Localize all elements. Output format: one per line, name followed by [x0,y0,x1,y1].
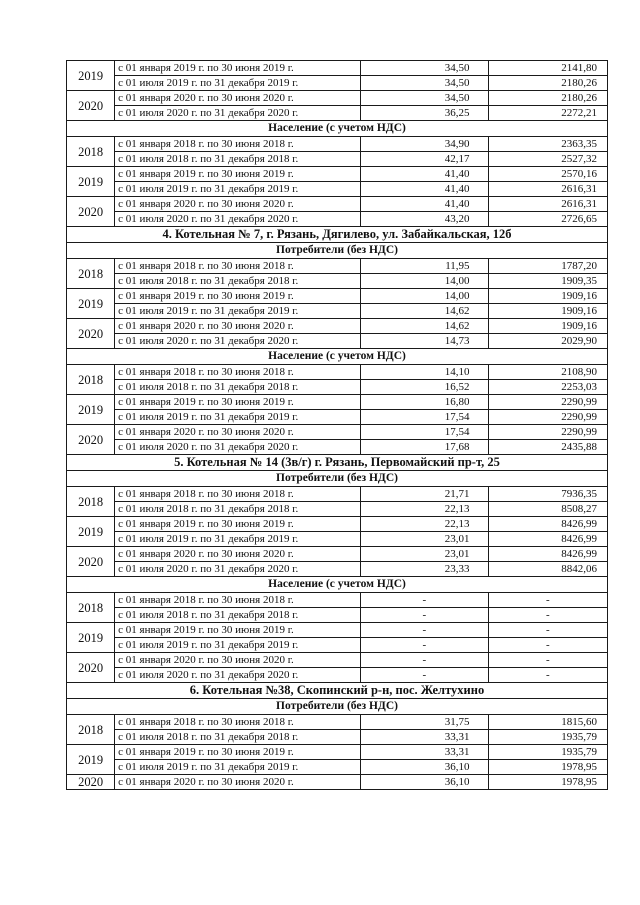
tariff-price-cell: 1935,79 [488,745,607,760]
table-row [67,91,608,106]
table-row [67,608,608,623]
period-cell: с 01 июля 2019 г. по 31 декабря 2019 г. [115,532,361,547]
table-row [67,502,608,517]
period-cell: с 01 января 2018 г. по 30 июня 2018 г. [115,365,361,380]
period-cell: с 01 января 2020 г. по 30 июня 2020 г. [115,547,361,562]
year-cell: 2019 [67,517,115,547]
subsection-header: Население (с учетом НДС) [67,349,608,365]
tariff-value-cell: 34,50 [361,91,488,106]
table-row [67,593,608,608]
tariff-value-cell: 14,00 [361,289,488,304]
period-cell: с 01 июля 2019 г. по 31 декабря 2019 г. [115,76,361,91]
tariff-value-cell: 34,50 [361,76,488,91]
tariff-value-cell: - [361,593,488,608]
subsection-header-row [67,121,608,137]
tariff-value-cell: 21,71 [361,487,488,502]
table-row [67,106,608,121]
tariff-value-cell: 33,31 [361,745,488,760]
period-cell: с 01 января 2019 г. по 30 июня 2019 г. [115,167,361,182]
table-row [67,623,608,638]
subsection-header: Население (с учетом НДС) [67,121,608,137]
tariff-table-page [66,60,608,790]
section-title-row [67,227,608,243]
tariff-value-cell: 23,01 [361,532,488,547]
tariff-price-cell: - [488,623,607,638]
period-cell: с 01 июля 2020 г. по 31 декабря 2020 г. [115,106,361,121]
year-cell: 2020 [67,775,115,790]
period-cell: с 01 июля 2018 г. по 31 декабря 2018 г. [115,730,361,745]
tariff-price-cell: 2570,16 [488,167,607,182]
tariff-price-cell: 8426,99 [488,532,607,547]
tariff-value-cell: - [361,638,488,653]
period-cell: с 01 июля 2018 г. по 31 декабря 2018 г. [115,502,361,517]
tariff-price-cell: 2726,65 [488,212,607,227]
tariff-value-cell: 22,13 [361,517,488,532]
tariff-price-cell: 1935,79 [488,730,607,745]
table-row [67,730,608,745]
table-row [67,532,608,547]
table-row [67,197,608,212]
tariff-value-cell: 17,54 [361,425,488,440]
tariff-price-cell: 8842,06 [488,562,607,577]
table-row [67,137,608,152]
year-cell: 2018 [67,137,115,167]
table-row [67,547,608,562]
table-row [67,745,608,760]
tariff-value-cell: 14,10 [361,365,488,380]
table-row [67,562,608,577]
period-cell: с 01 января 2020 г. по 30 июня 2020 г. [115,319,361,334]
table-row [67,653,608,668]
tariff-value-cell: 34,50 [361,61,488,76]
period-cell: с 01 июля 2018 г. по 31 декабря 2018 г. [115,380,361,395]
period-cell: с 01 января 2020 г. по 30 июня 2020 г. [115,197,361,212]
table-row [67,61,608,76]
year-cell: 2020 [67,91,115,121]
tariff-price-cell: 2290,99 [488,395,607,410]
subsection-header-row [67,349,608,365]
tariff-price-cell: 1978,95 [488,760,607,775]
period-cell: с 01 января 2020 г. по 30 июня 2020 г. [115,653,361,668]
year-cell: 2019 [67,167,115,197]
table-row [67,152,608,167]
table-row [67,380,608,395]
table-row [67,212,608,227]
tariff-value-cell: 36,10 [361,775,488,790]
tariff-value-cell: 33,31 [361,730,488,745]
table-row [67,487,608,502]
tariff-price-cell: 2363,35 [488,137,607,152]
tariff-value-cell: 16,80 [361,395,488,410]
section-title: 6. Котельная №38, Скопинский р-н, пос. Желтухино [67,683,608,699]
tariff-price-cell: 2029,90 [488,334,607,349]
tariff-price-cell: 2435,88 [488,440,607,455]
tariff-table [66,60,608,790]
table-row [67,440,608,455]
tariff-value-cell: 34,90 [361,137,488,152]
tariff-value-cell: 22,13 [361,502,488,517]
year-cell: 2019 [67,395,115,425]
period-cell: с 01 июля 2020 г. по 31 декабря 2020 г. [115,440,361,455]
tariff-price-cell: 2527,32 [488,152,607,167]
period-cell: с 01 января 2020 г. по 30 июня 2020 г. [115,91,361,106]
period-cell: с 01 июля 2018 г. по 31 декабря 2018 г. [115,274,361,289]
table-row [67,517,608,532]
tariff-value-cell: 36,25 [361,106,488,121]
year-cell: 2019 [67,289,115,319]
year-cell: 2020 [67,653,115,683]
table-row [67,775,608,790]
subsection-header-row [67,577,608,593]
tariff-value-cell: - [361,668,488,683]
section-title: 4. Котельная № 7, г. Рязань, Дягилево, ул. Забайкальская, 12б [67,227,608,243]
section-title-row [67,683,608,699]
table-row [67,410,608,425]
tariff-price-cell: 1815,60 [488,715,607,730]
table-row [67,638,608,653]
subsection-header-row [67,699,608,715]
subsection-header-row [67,471,608,487]
subsection-header: Потребители (без НДС) [67,243,608,259]
tariff-value-cell: 23,33 [361,562,488,577]
subsection-header: Потребители (без НДС) [67,471,608,487]
tariff-price-cell: 2141,80 [488,61,607,76]
table-row [67,715,608,730]
tariff-price-cell: 2290,99 [488,410,607,425]
tariff-value-cell: 41,40 [361,197,488,212]
tariff-value-cell: 14,62 [361,319,488,334]
tariff-value-cell: - [361,608,488,623]
table-row [67,76,608,91]
period-cell: с 01 июля 2020 г. по 31 декабря 2020 г. [115,212,361,227]
subsection-header-row [67,243,608,259]
period-cell: с 01 января 2020 г. по 30 июня 2020 г. [115,775,361,790]
period-cell: с 01 июля 2020 г. по 31 декабря 2020 г. [115,334,361,349]
tariff-value-cell: 11,95 [361,259,488,274]
table-row [67,304,608,319]
tariff-value-cell: 17,68 [361,440,488,455]
tariff-price-cell: 2108,90 [488,365,607,380]
period-cell: с 01 января 2018 г. по 30 июня 2018 г. [115,487,361,502]
tariff-price-cell: - [488,593,607,608]
tariff-value-cell: 14,00 [361,274,488,289]
tariff-price-cell: 1978,95 [488,775,607,790]
year-cell: 2019 [67,61,115,91]
period-cell: с 01 января 2019 г. по 30 июня 2019 г. [115,395,361,410]
tariff-price-cell: 8426,99 [488,547,607,562]
subsection-header: Население (с учетом НДС) [67,577,608,593]
tariff-value-cell: 23,01 [361,547,488,562]
tariff-value-cell: 16,52 [361,380,488,395]
tariff-price-cell: 1787,20 [488,259,607,274]
tariff-price-cell: 2290,99 [488,425,607,440]
period-cell: с 01 июля 2018 г. по 31 декабря 2018 г. [115,152,361,167]
tariff-price-cell: - [488,638,607,653]
year-cell: 2020 [67,197,115,227]
tariff-value-cell: 14,73 [361,334,488,349]
tariff-price-cell: 2253,03 [488,380,607,395]
table-row [67,182,608,197]
period-cell: с 01 июля 2019 г. по 31 декабря 2019 г. [115,182,361,197]
period-cell: с 01 января 2019 г. по 30 июня 2019 г. [115,745,361,760]
table-row [67,395,608,410]
table-row [67,274,608,289]
tariff-value-cell: 41,40 [361,182,488,197]
tariff-price-cell: 8508,27 [488,502,607,517]
tariff-price-cell: 1909,16 [488,319,607,334]
period-cell: с 01 января 2019 г. по 30 июня 2019 г. [115,623,361,638]
table-row [67,319,608,334]
year-cell: 2018 [67,715,115,745]
year-cell: 2020 [67,425,115,455]
year-cell: 2018 [67,259,115,289]
period-cell: с 01 января 2020 г. по 30 июня 2020 г. [115,425,361,440]
period-cell: с 01 июля 2020 г. по 31 декабря 2020 г. [115,562,361,577]
table-row [67,259,608,274]
table-row [67,365,608,380]
table-row [67,425,608,440]
year-cell: 2019 [67,623,115,653]
year-cell: 2020 [67,319,115,349]
tariff-value-cell: 42,17 [361,152,488,167]
period-cell: с 01 января 2019 г. по 30 июня 2019 г. [115,61,361,76]
tariff-value-cell: 43,20 [361,212,488,227]
tariff-value-cell: 41,40 [361,167,488,182]
period-cell: с 01 июля 2019 г. по 31 декабря 2019 г. [115,760,361,775]
period-cell: с 01 января 2018 г. по 30 июня 2018 г. [115,259,361,274]
tariff-value-cell: 17,54 [361,410,488,425]
tariff-price-cell: 2180,26 [488,76,607,91]
period-cell: с 01 января 2019 г. по 30 июня 2019 г. [115,289,361,304]
tariff-price-cell: 2616,31 [488,197,607,212]
period-cell: с 01 июля 2019 г. по 31 декабря 2019 г. [115,410,361,425]
tariff-price-cell: - [488,608,607,623]
section-title: 5. Котельная № 14 (3в/г) г. Рязань, Первомайский пр-т, 25 [67,455,608,471]
period-cell: с 01 июля 2019 г. по 31 декабря 2019 г. [115,638,361,653]
year-cell: 2020 [67,547,115,577]
tariff-price-cell: 7936,35 [488,487,607,502]
tariff-price-cell: 2180,26 [488,91,607,106]
section-title-row [67,455,608,471]
tariff-price-cell: - [488,653,607,668]
period-cell: с 01 июля 2019 г. по 31 декабря 2019 г. [115,304,361,319]
period-cell: с 01 января 2018 г. по 30 июня 2018 г. [115,137,361,152]
tariff-price-cell: 8426,99 [488,517,607,532]
year-cell: 2019 [67,745,115,775]
tariff-price-cell: - [488,668,607,683]
year-cell: 2018 [67,365,115,395]
year-cell: 2018 [67,593,115,623]
tariff-value-cell: 31,75 [361,715,488,730]
tariff-price-cell: 2272,21 [488,106,607,121]
table-row [67,668,608,683]
table-row [67,760,608,775]
tariff-price-cell: 1909,16 [488,304,607,319]
tariff-price-cell: 2616,31 [488,182,607,197]
year-cell: 2018 [67,487,115,517]
period-cell: с 01 июля 2018 г. по 31 декабря 2018 г. [115,608,361,623]
tariff-value-cell: 36,10 [361,760,488,775]
tariff-price-cell: 1909,16 [488,289,607,304]
tariff-value-cell: - [361,623,488,638]
period-cell: с 01 июля 2020 г. по 31 декабря 2020 г. [115,668,361,683]
tariff-value-cell: 14,62 [361,304,488,319]
tariff-table-body [67,61,608,790]
subsection-header: Потребители (без НДС) [67,699,608,715]
period-cell: с 01 января 2019 г. по 30 июня 2019 г. [115,517,361,532]
table-row [67,334,608,349]
table-row [67,289,608,304]
table-row [67,167,608,182]
period-cell: с 01 января 2018 г. по 30 июня 2018 г. [115,593,361,608]
tariff-price-cell: 1909,35 [488,274,607,289]
tariff-value-cell: - [361,653,488,668]
period-cell: с 01 января 2018 г. по 30 июня 2018 г. [115,715,361,730]
